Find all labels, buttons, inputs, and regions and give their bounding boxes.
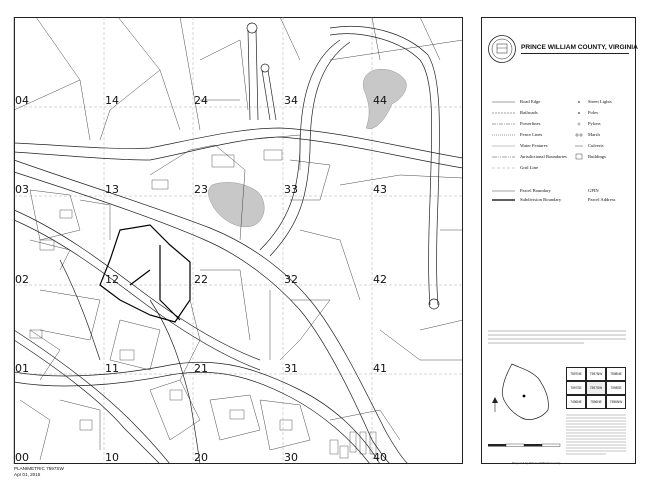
grid-label-01: 01 bbox=[15, 362, 29, 375]
index-cell-sw[interactable]: 7496NE bbox=[566, 395, 586, 409]
grid-label-11: 11 bbox=[105, 362, 119, 375]
index-cell-ne[interactable]: 7598NE bbox=[606, 367, 626, 381]
legend-parcel-address: Parcel Address bbox=[588, 197, 616, 202]
grid-label-20: 20 bbox=[194, 451, 208, 464]
grid-label-03: 03 bbox=[15, 183, 29, 196]
sheet-id: PLANIMETRIC 7597SW bbox=[14, 466, 64, 471]
legend-pylons: Pylons bbox=[588, 121, 601, 126]
grid-label-44: 44 bbox=[373, 94, 387, 107]
disclaimer-text bbox=[566, 413, 628, 458]
legend-street-lights: Street Lights bbox=[588, 99, 612, 104]
grid-label-02: 02 bbox=[15, 273, 29, 286]
index-cell-n[interactable]: 7597NW bbox=[586, 367, 606, 381]
legend-road-edge: Road Edge bbox=[520, 99, 541, 104]
grid-label-10: 10 bbox=[105, 451, 119, 464]
index-cell-se[interactable]: 7596NW bbox=[606, 395, 626, 409]
grid-label-42: 42 bbox=[373, 273, 387, 286]
grid-label-33: 33 bbox=[284, 183, 298, 196]
prepared-by: Prepared by Prince William County bbox=[512, 461, 561, 465]
grid-label-00: 00 bbox=[15, 451, 29, 464]
legend-water-features: Water Features bbox=[520, 143, 548, 148]
title-rule bbox=[521, 53, 629, 54]
grid-label-23: 23 bbox=[194, 183, 208, 196]
grid-label-04: 04 bbox=[15, 94, 29, 107]
legend-buildings: Buildings bbox=[588, 154, 606, 159]
sheet-location-marker bbox=[523, 395, 526, 398]
grid-label-24: 24 bbox=[194, 94, 208, 107]
legend-panel bbox=[481, 17, 636, 464]
legend-poles: Poles bbox=[588, 110, 598, 115]
index-cell-nw[interactable]: 7597NE bbox=[566, 367, 586, 381]
grid-label-12: 12 bbox=[105, 273, 119, 286]
index-cell-e[interactable]: 7598SE bbox=[606, 381, 626, 395]
legend-fence-lines: Fence Lines bbox=[520, 132, 543, 137]
legend-grid-line: Grid Line bbox=[520, 165, 538, 170]
legend-subdivision-boundary: Subdivision Boundary bbox=[520, 197, 562, 202]
legend-parcel-boundary: Parcel Boundary bbox=[520, 188, 551, 193]
county-locator-map[interactable] bbox=[486, 358, 558, 428]
grid-label-21: 21 bbox=[194, 362, 208, 375]
county-title: PRINCE WILLIAM COUNTY, VIRGINIA bbox=[521, 44, 638, 51]
sheet-date: Apr 01, 2015 bbox=[14, 472, 41, 477]
legend-gpin: GPIN bbox=[588, 188, 599, 193]
north-arrow-icon bbox=[492, 397, 498, 403]
legend-culverts: Culverts bbox=[588, 143, 604, 148]
legend-powerlines: Powerlines bbox=[520, 121, 541, 126]
water-features bbox=[208, 69, 406, 227]
index-cell-current[interactable]: 7597SW bbox=[586, 381, 606, 395]
grid-label-34: 34 bbox=[284, 94, 298, 107]
legend-jurisdictional-boundaries: Jurisdictional Boundaries bbox=[520, 154, 567, 159]
index-cell-w[interactable]: 7597SE bbox=[566, 381, 586, 395]
sheet-footer bbox=[14, 466, 64, 478]
grid-label-22: 22 bbox=[194, 273, 208, 286]
grid-label-40: 40 bbox=[373, 451, 387, 464]
county-seal-icon bbox=[487, 34, 517, 64]
legend-marsh: Marsh bbox=[588, 132, 600, 137]
scale-bar bbox=[486, 442, 566, 450]
grid-label-43: 43 bbox=[373, 183, 387, 196]
gpin-note-text bbox=[488, 329, 628, 349]
index-cell-s[interactable]: 7596NE bbox=[586, 395, 606, 409]
legend-railroads: Railroads bbox=[520, 110, 538, 115]
grid-label-30: 30 bbox=[284, 451, 298, 464]
grid-label-31: 31 bbox=[284, 362, 298, 375]
grid-label-41: 41 bbox=[373, 362, 387, 375]
grid-label-14: 14 bbox=[105, 94, 119, 107]
grid-label-13: 13 bbox=[105, 183, 119, 196]
grid-label-32: 32 bbox=[284, 273, 298, 286]
